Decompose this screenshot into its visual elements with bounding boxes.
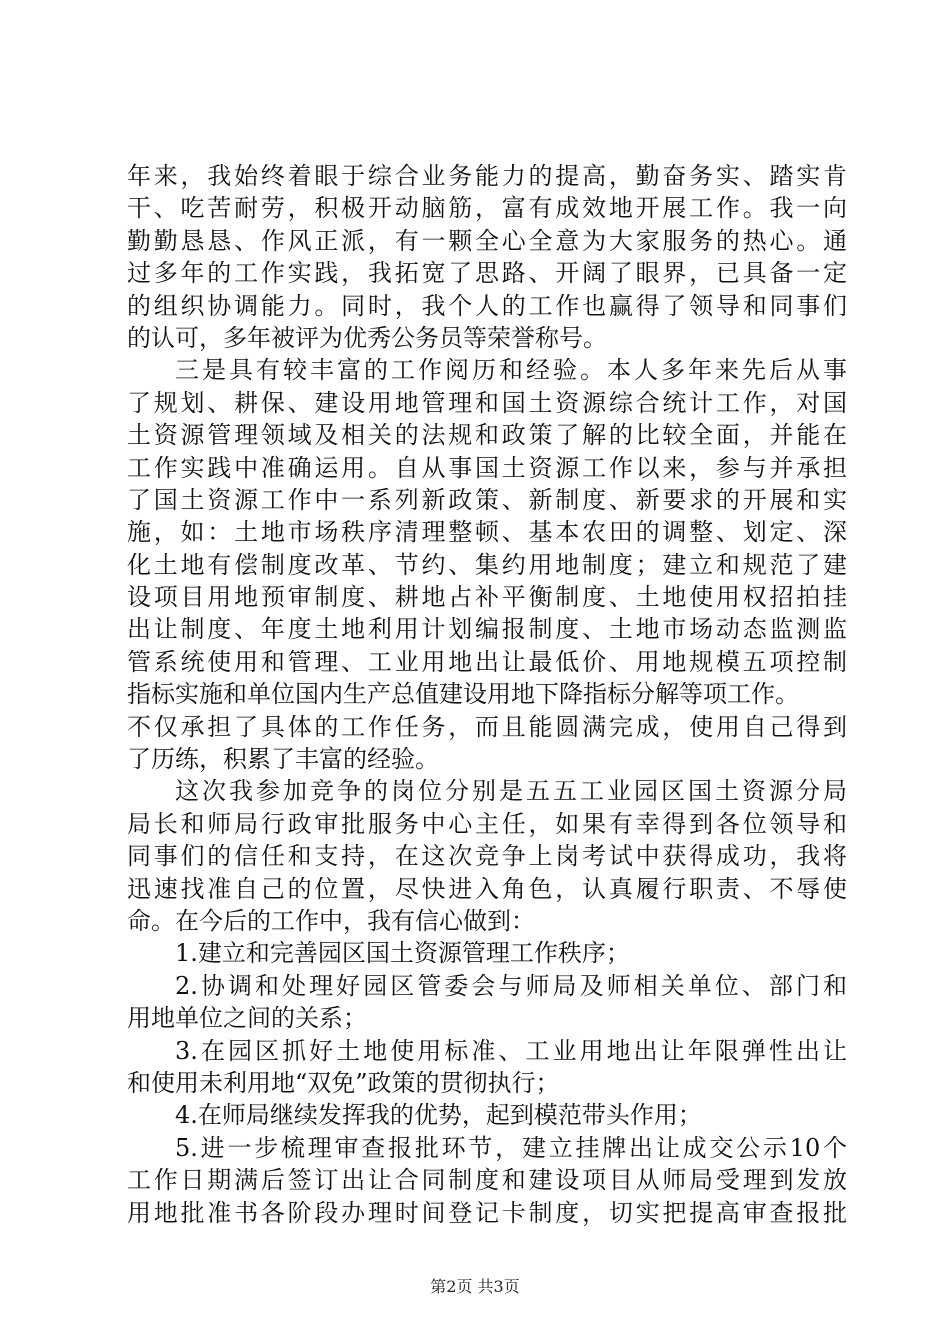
list-item: 4.在师局继续发挥我的优势，起到模范带头作用； bbox=[175, 1101, 702, 1130]
text-line: 了历练，积累了丰富的经验。 bbox=[127, 745, 439, 774]
list-item: 1.建立和完善园区国土资源管理工作秩序； bbox=[175, 939, 630, 968]
text-line: 工作日期满后签订出让合同制度和建设项目从师局受理到发放 bbox=[127, 1166, 847, 1195]
text-line: 化土地有偿制度改革、节约、集约用地制度；建立和规范了建 bbox=[127, 550, 847, 579]
text-line: 设项目用地预审制度、耕地占补平衡制度、土地使用权招拍挂 bbox=[127, 583, 847, 612]
text-line: 过多年的工作实践，我拓宽了思路、开阔了眼界，已具备一定 bbox=[127, 259, 847, 288]
list-item: 3.在园区抓好土地使用标准、工业用地出让年限弹性出让 bbox=[175, 1036, 847, 1065]
text-line: 管系统使用和管理、工业用地出让最低价、用地规模五项控制 bbox=[127, 647, 847, 676]
text-line: 用地批准书各阶段办理时间登记卡制度，切实把提高审查报批 bbox=[127, 1198, 847, 1227]
text-line: 干、吃苦耐劳，积极开动脑筋，富有成效地开展工作。我一向 bbox=[127, 194, 847, 223]
text-line: 同事们的信任和支持，在这次竞争上岗考试中获得成功，我将 bbox=[127, 842, 847, 871]
text-line: 命。在今后的工作中，我有信心做到： bbox=[127, 906, 535, 935]
paragraph-first-line: 三是具有较丰富的工作阅历和经验。本人多年来先后从事 bbox=[175, 356, 847, 385]
text-line: 迅速找准自己的位置，尽快进入角色，认真履行职责、不辱使 bbox=[127, 874, 847, 903]
text-line: 出让制度、年度土地利用计划编报制度、土地市场动态监测监 bbox=[127, 615, 847, 644]
text-line: 了规划、耕保、建设用地管理和国土资源综合统计工作，对国 bbox=[127, 388, 847, 417]
page-footer bbox=[0, 1276, 950, 1298]
list-item: 5.进一步梳理审查报批环节，建立挂牌出让成交公示10个 bbox=[175, 1133, 847, 1162]
text-line: 用地单位之间的关系； bbox=[127, 1004, 367, 1033]
text-line: 的组织协调能力。同时，我个人的工作也赢得了领导和同事们 bbox=[127, 291, 847, 320]
text-line: 土资源管理领域及相关的法规和政策了解的比较全面，并能在 bbox=[127, 421, 847, 450]
text-line: 了国土资源工作中一系列新政策、新制度、新要求的开展和实 bbox=[127, 485, 847, 514]
text-line: 年来，我始终着眼于综合业务能力的提高，勤奋务实、踏实肯 bbox=[127, 162, 847, 190]
text-line: 施，如：土地市场秩序清理整顿、基本农田的调整、划定、深 bbox=[127, 518, 847, 547]
page-number: 第2页 共3页 bbox=[430, 1277, 520, 1296]
text-line: 勤勤恳恳、作风正派，有一颗全心全意为大家服务的热心。通 bbox=[127, 226, 847, 255]
text-line: 和使用未利用地“双免”政策的贯彻执行； bbox=[127, 1068, 560, 1097]
text-line: 工作实践中准确运用。自从事国土资源工作以来，参与并承担 bbox=[127, 453, 847, 482]
text-line: 局长和师局行政审批服务中心主任，如果有幸得到各位领导和 bbox=[127, 809, 847, 838]
paragraph-first-line: 这次我参加竞争的岗位分别是五五工业园区国土资源分局 bbox=[175, 777, 847, 806]
text-line: 指标实施和单位国内生产总值建设用地下降指标分解等项工作。 bbox=[127, 680, 799, 709]
document-body bbox=[127, 160, 847, 1229]
list-item: 2.协调和处理好园区管委会与师局及师相关单位、部门和 bbox=[175, 971, 847, 1000]
text-line: 不仅承担了具体的工作任务，而且能圆满完成，使用自己得到 bbox=[127, 712, 847, 741]
text-line: 的认可，多年被评为优秀公务员等荣誉称号。 bbox=[127, 323, 607, 352]
